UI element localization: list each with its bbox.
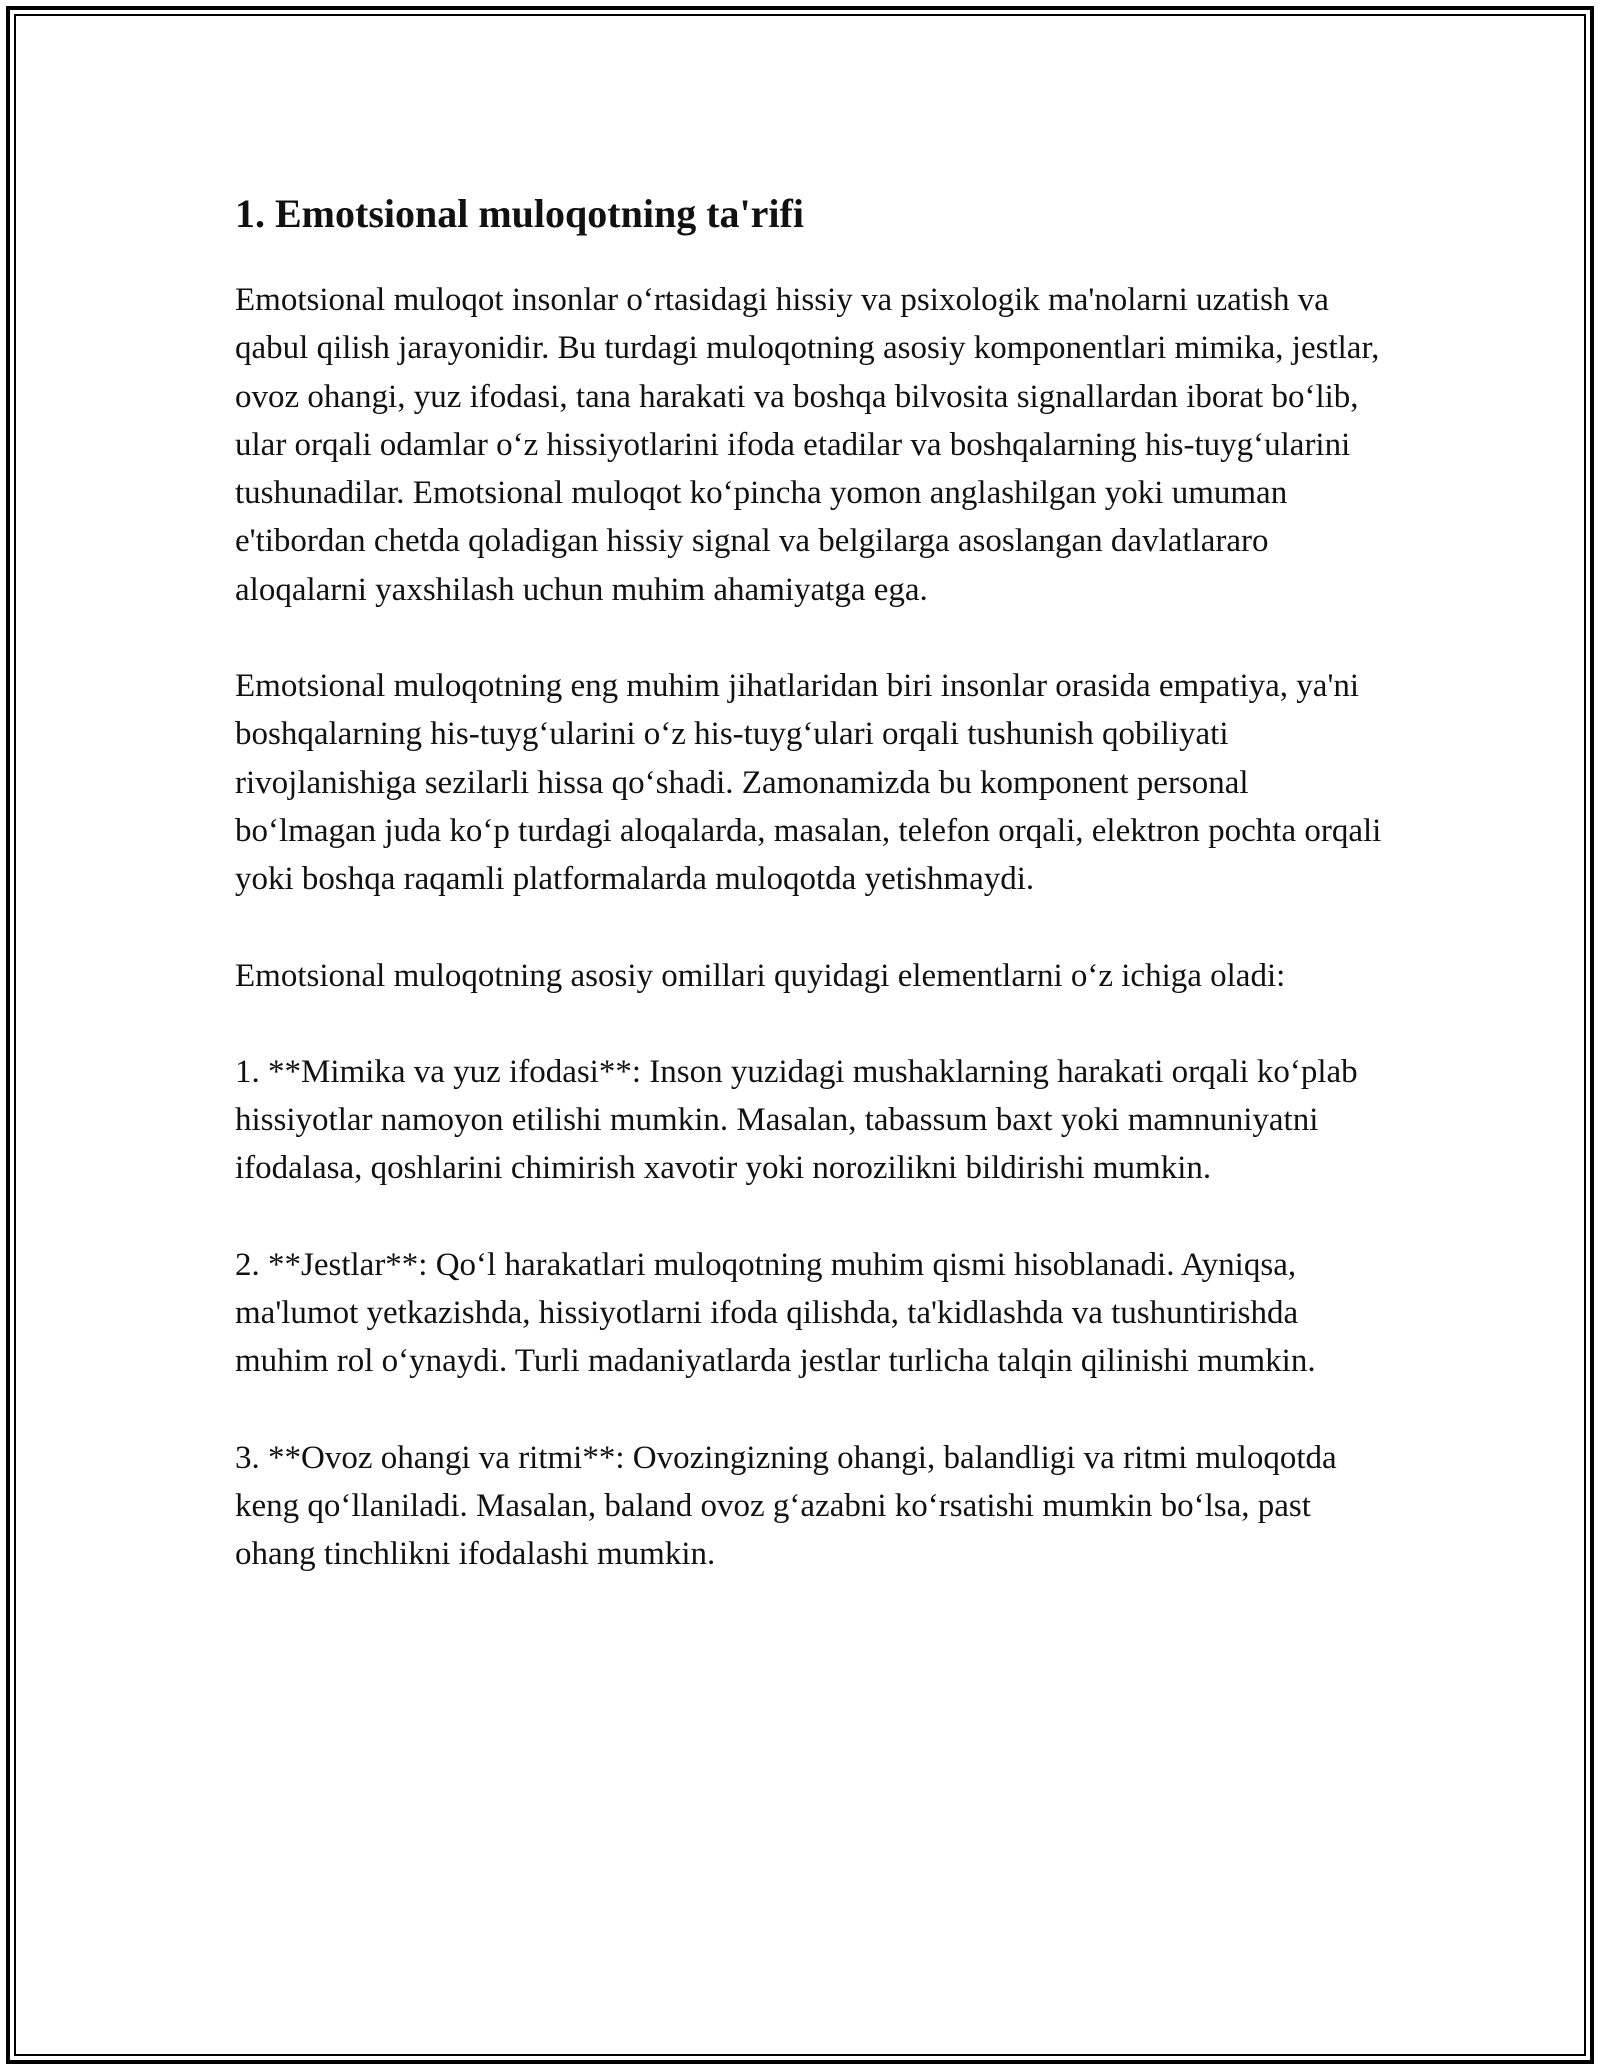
list-item-mimika: 1. **Mimika va yuz ifodasi**: Inson yuzidagi mushaklarning harakati orqali ko‘plab hissiyotlar namoyon etilishi mumkin. Masalan, tabassum baxt yoki mamnuniyatni ifodalasa, qoshlarini chimirish xavotir yoki norozilikni bildirishi mumkin. [235, 1053, 1358, 1187]
list-item-jestlar: 2. **Jestlar**: Qo‘l harakatlari muloqotning muhim qismi hisoblanadi. Ayniqsa, ma'lumot yetkazishda, hissiyotlarni ifoda qilishda, ta'kidlashda va tushuntirishda muhim rol o‘ynaydi. Turli madaniyatlarda jestlar turlicha talqin qilinishi mumkin. [235, 1246, 1316, 1380]
document-body [235, 188, 1385, 1627]
list-item-ovoz: 3. **Ovoz ohangi va ritmi**: Ovozingizning ohangi, balandligi va ritmi muloqotda keng qo‘llaniladi. Masalan, baland ovoz g‘azabni ko‘rsatishi mumkin bo‘lsa, past ohang tinchlikni ifodalashi mumkin. [235, 1439, 1337, 1573]
paragraph-factors-intro: Emotsional muloqotning asosiy omillari quyidagi elementlarni o‘z ichiga oladi: [235, 957, 1286, 994]
paragraph-empathy: Emotsional muloqotning eng muhim jihatlaridan biri insonlar orasida empatiya, ya'ni boshqalarning his-tuyg‘ularini o‘z his-tuyg‘ulari orqali tushunish qobiliyati rivojlanishiga sezilarli hissa qo‘shadi. Zamonamizda bu komponent personal bo‘lmagan juda ko‘p turdagi aloqalarda, masalan, telefon orqali, elektron pochta orqali yoki boshqa raqamli platformalarda muloqotda yetishmaydi. [235, 668, 1382, 898]
paragraph-definition: Emotsional muloqot insonlar o‘rtasidagi hissiy va psixologik ma'nolarni uzatish va qabul qilish jarayonidir. Bu turdagi muloqotning asosiy komponentlari mimika, jestlar, ovoz ohangi, yuz ifodasi, tana harakati va boshqa bilvosita signallardan iborat bo‘lib, ular orqali odamlar o‘z hissiyotlarini ifoda etadilar va boshqalarning his-tuyg‘ularini tushunadilar. Emotsional muloqot ko‘pincha yomon anglashilgan yoki umuman e'tibordan chetda qoladigan hissiy signal va belgilarga asoslangan davlatlararo aloqalarni yaxshilash uchun muhim ahamiyatga ega. [235, 282, 1380, 608]
document-title: 1. Emotsional muloqotning ta'rifi [235, 191, 804, 236]
